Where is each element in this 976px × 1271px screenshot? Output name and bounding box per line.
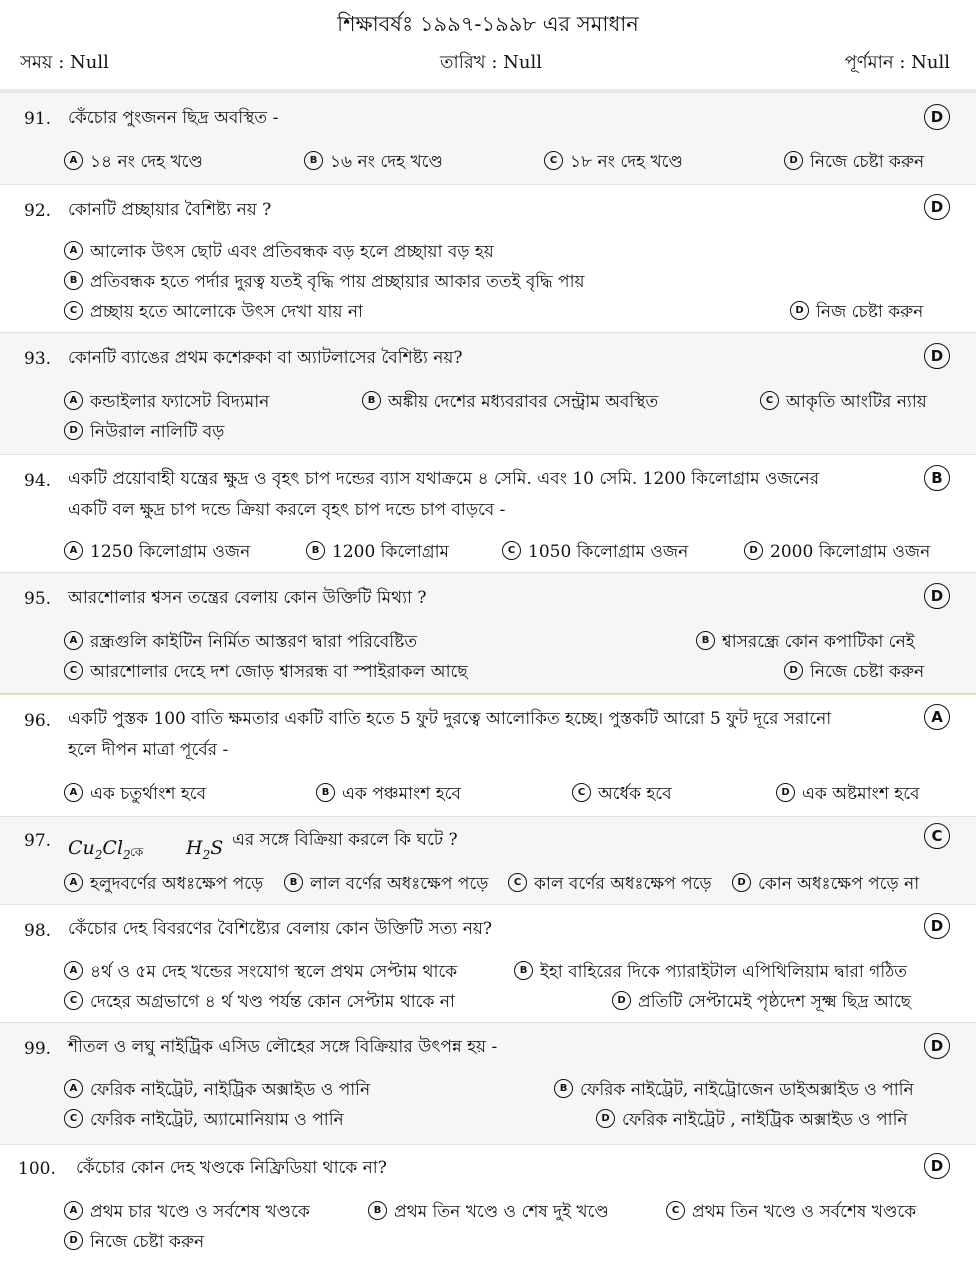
option-c-badge: C xyxy=(572,783,591,802)
option-c[interactable] xyxy=(508,871,712,899)
option-a[interactable] xyxy=(64,149,203,177)
question-91 xyxy=(0,93,976,185)
option-c-badge: C xyxy=(64,301,83,320)
answer-badge: D xyxy=(924,1153,950,1179)
option-a[interactable] xyxy=(64,1199,310,1227)
option-c[interactable] xyxy=(64,299,363,327)
option-a[interactable] xyxy=(64,959,457,987)
time-label: সময় : Null xyxy=(20,52,109,73)
option-text: 1050 কিলোগ্রাম ওজন xyxy=(528,542,689,562)
marks-label: পূর্ণমান : Null xyxy=(844,52,950,73)
option-b[interactable] xyxy=(554,1077,914,1105)
option-c[interactable] xyxy=(64,989,455,1017)
option-c-badge: C xyxy=(64,661,83,680)
option-text: প্রতিটি সেপ্টামেই পৃষ্ঠদেশ সূক্ষ্ম ছিদ্র আছে xyxy=(638,992,911,1012)
question-92 xyxy=(0,185,976,333)
question-number: 99. xyxy=(24,1039,52,1059)
question-98 xyxy=(0,905,976,1023)
option-d[interactable] xyxy=(744,539,930,567)
option-text: এক চতুর্থাংশ হবে xyxy=(90,784,207,804)
option-c-badge: C xyxy=(64,991,83,1010)
option-text: রন্ধ্রগুলি কাইটিন নির্মিত আস্তরণ দ্বারা পরিবেষ্টিত xyxy=(90,632,418,652)
question-number: 96. xyxy=(24,711,52,731)
option-c-badge: C xyxy=(760,391,779,410)
question-100 xyxy=(0,1145,976,1271)
question-number: 92. xyxy=(24,201,52,221)
question-text: কোনটি ব্যাঙের প্রথম কশেরুকা বা অ্যাটলাসের বৈশিষ্ট্য নয়? xyxy=(68,348,463,368)
answer-badge: D xyxy=(924,1033,950,1059)
option-text: নিজে চেষ্টা করুন xyxy=(810,152,925,172)
option-text: 1250 কিলোগ্রাম ওজন xyxy=(90,542,251,562)
answer-badge: C xyxy=(924,823,950,849)
option-d-badge: D xyxy=(744,541,763,560)
answer-badge: D xyxy=(924,343,950,369)
question-97 xyxy=(0,817,976,905)
option-b[interactable] xyxy=(514,959,907,987)
option-c[interactable] xyxy=(666,1199,916,1227)
option-d[interactable] xyxy=(732,871,919,899)
option-d-badge: D xyxy=(732,873,751,892)
option-text: এক পঞ্চমাংশ হবে xyxy=(342,784,461,804)
option-d-badge: D xyxy=(612,991,631,1010)
option-text: 1200 কিলোগ্রাম xyxy=(332,542,449,562)
option-b[interactable] xyxy=(368,1199,609,1227)
question-number: 97. xyxy=(24,831,52,851)
question-text-line-1: একটি প্রয়োবাহী যন্ত্রের ক্ষুদ্র ও বৃহৎ চাপ দন্ডের ব্যাস যথাক্রমে ৪ সেমি. এবং 10 সেমি. 1200 কিলোগ্রাম ওজনের xyxy=(68,469,820,489)
option-c[interactable] xyxy=(64,659,468,687)
option-text: প্রচ্ছায় হতে আলোকে উৎস দেখা যায় না xyxy=(90,302,363,322)
option-text: প্রথম তিন খণ্ডে ও সর্বশেষ খণ্ডকে xyxy=(692,1202,917,1222)
formula-cu2cl2: $Cu_2Cl_2$ xyxy=(68,837,131,862)
option-a[interactable] xyxy=(64,389,269,417)
option-d-badge: D xyxy=(790,301,809,320)
option-c-badge: C xyxy=(544,151,563,170)
question-number: 98. xyxy=(24,921,52,941)
option-b[interactable] xyxy=(306,539,449,567)
option-d[interactable] xyxy=(64,1229,204,1257)
option-text: ১৮ নং দেহ খণ্ডে xyxy=(570,152,683,172)
option-a[interactable] xyxy=(64,539,250,567)
option-text: ফেরিক নাইট্রেট, নাইট্রিক অক্সাইড ও পানি xyxy=(90,1080,371,1100)
option-text: কাল বর্ণের অধঃক্ষেপ পড়ে xyxy=(534,874,712,894)
question-text: কেঁচোর দেহ বিবরণের বৈশিষ্ট্যের বেলায় কোন উক্তিটি সত্য নয়? xyxy=(68,919,493,939)
option-text: নিজে চেষ্টা করুন xyxy=(810,662,925,682)
question-text: কোনটি প্রচ্ছায়ার বৈশিষ্ট্য নয় ? xyxy=(68,200,272,220)
option-text: কোন অধঃক্ষেপ পড়ে না xyxy=(758,874,920,894)
answer-badge: A xyxy=(924,704,950,730)
meta-row xyxy=(20,48,950,74)
option-text: ইহা বাহিরের দিকে প্যারাইটাল এপিথিলিয়াম দ্বারা গঠিত xyxy=(540,962,908,982)
option-b-badge: B xyxy=(316,783,335,802)
option-text: প্রথম তিন খণ্ডে ও শেষ দুই খণ্ডে xyxy=(394,1202,609,1222)
option-c-badge: C xyxy=(508,873,527,892)
option-b[interactable] xyxy=(362,389,658,417)
option-text: লাল বর্ণের অধঃক্ষেপ পড়ে xyxy=(310,874,489,894)
option-d-badge: D xyxy=(64,1231,83,1250)
question-number: 94. xyxy=(24,471,52,491)
option-text: দেহের অগ্রভাগে ৪ র্থ খণ্ড পর্যন্ত কোন সেপ্টাম থাকে না xyxy=(90,992,455,1012)
answer-badge: D xyxy=(924,194,950,220)
option-a-badge: A xyxy=(64,541,83,560)
option-d-badge: D xyxy=(784,151,803,170)
option-c[interactable] xyxy=(502,539,688,567)
option-text: কন্ডাইলার ফ্যাসেট বিদ্যমান xyxy=(90,392,270,412)
option-d-badge: D xyxy=(596,1109,615,1128)
question-text-line-2: হলে দীপন মাত্রা পূর্বের - xyxy=(68,740,229,760)
question-text: কেঁচোর কোন দেহ খণ্ডকে নিফ্রিডিয়া থাকে না? xyxy=(76,1158,387,1178)
option-b[interactable] xyxy=(304,149,443,177)
option-text: ফেরিক নাইট্রেট, অ্যামোনিয়াম ও পানি xyxy=(90,1110,344,1130)
answer-badge: D xyxy=(924,913,950,939)
question-text: কেঁচোর পুংজনন ছিদ্র অবস্থিত - xyxy=(68,108,279,128)
question-text-line-1: একটি পুস্তক 100 বাতি ক্ষমতার একটি বাতি হতে 5 ফুট দুরত্বে আলোকিত হচ্ছে। পুস্তকটি আরো 5 ফুট দূরে সরানো xyxy=(68,709,832,729)
option-text: অর্ধেক হবে xyxy=(598,784,672,804)
option-d-badge: D xyxy=(64,421,83,440)
formula-h2s: $H_2S$ xyxy=(186,837,224,862)
question-text: শীতল ও লঘু নাইট্রিক এসিড লৌহের সঙ্গে বিক্রিয়ার উৎপন্ন হয় - xyxy=(68,1037,498,1057)
question-text: এর সঙ্গে বিক্রিয়া করলে কি ঘটে ? xyxy=(232,830,458,850)
option-text: নিউরাল নালিটি বড় xyxy=(90,422,225,442)
option-d[interactable] xyxy=(612,989,911,1017)
option-a-badge: A xyxy=(64,873,83,892)
question-94 xyxy=(0,455,976,573)
option-b[interactable] xyxy=(284,871,488,899)
option-c[interactable] xyxy=(544,149,683,177)
question-text-ke: কে xyxy=(130,845,144,859)
option-a-badge: A xyxy=(64,391,83,410)
option-d[interactable] xyxy=(784,659,924,687)
option-b-badge: B xyxy=(362,391,381,410)
option-d[interactable] xyxy=(64,419,224,447)
option-d-badge: D xyxy=(784,661,803,680)
question-number: 91. xyxy=(24,109,52,129)
option-text: ফেরিক নাইট্রেট, নাইট্রোজেন ডাইঅক্সাইড ও পানি xyxy=(580,1080,914,1100)
option-a-badge: A xyxy=(64,241,83,260)
option-c-badge: C xyxy=(64,1109,83,1128)
option-text: হলুদবর্ণের অধঃক্ষেপ পড়ে xyxy=(90,874,264,894)
question-93 xyxy=(0,333,976,455)
option-text: 2000 কিলোগ্রাম ওজন xyxy=(770,542,931,562)
page-title: শিক্ষাবর্ষঃ ১৯৯৭-১৯৯৮ এর সমাধান xyxy=(337,12,639,36)
option-b-badge: B xyxy=(306,541,325,560)
option-text: আরশোলার দেহে দশ জোড় শ্বাসরন্ধ বা স্পাইরাকল আছে xyxy=(90,662,468,682)
date-label: তারিখ : Null xyxy=(440,52,542,73)
option-d[interactable] xyxy=(596,1107,908,1135)
question-number: 100. xyxy=(18,1159,56,1179)
option-b-badge: B xyxy=(554,1079,573,1098)
question-99 xyxy=(0,1023,976,1145)
option-text: আলোক উৎস ছোট এবং প্রতিবন্ধক বড় হলে প্রচ্ছায়া বড় হয় xyxy=(90,242,494,262)
option-a-badge: A xyxy=(64,961,83,980)
option-d[interactable] xyxy=(784,149,924,177)
option-b[interactable] xyxy=(696,629,915,657)
option-d[interactable] xyxy=(790,299,923,327)
option-b-badge: B xyxy=(64,271,83,290)
question-number: 95. xyxy=(24,589,52,609)
option-a[interactable] xyxy=(64,781,206,809)
option-a[interactable] xyxy=(64,629,417,657)
option-text: এক অষ্টমাংশ হবে xyxy=(802,784,920,804)
option-c[interactable] xyxy=(760,389,927,417)
option-text: ১৬ নং দেহ খণ্ডে xyxy=(330,152,443,172)
option-b-badge: B xyxy=(284,873,303,892)
option-a-badge: A xyxy=(64,631,83,650)
option-text: ৪র্থ ও ৫ম দেহ খন্ডের সংযোগ স্থলে প্রথম সেপ্টাম থাকে xyxy=(90,962,458,982)
option-text: ফেরিক নাইট্রেট , নাইট্রিক অক্সাইড ও পানি xyxy=(622,1110,908,1130)
option-text: নিজে চেষ্টা করুন xyxy=(90,1232,205,1252)
option-a-badge: A xyxy=(64,783,83,802)
question-text: আরশোলার শ্বসন তন্ত্রের বেলায় কোন উক্তিটি মিথ্যা ? xyxy=(68,588,427,608)
option-b-badge: B xyxy=(304,151,323,170)
option-d[interactable] xyxy=(776,781,920,809)
option-b-badge: B xyxy=(514,961,533,980)
option-a[interactable] xyxy=(64,239,494,267)
option-text: আকৃতি আংটির ন্যায় xyxy=(786,392,927,412)
question-95 xyxy=(0,573,976,695)
option-c-badge: C xyxy=(666,1201,685,1220)
option-text: প্রতিবন্ধক হতে পর্দার দুরত্ব যতই বৃদ্ধি পায় প্রচ্ছায়ার আকার ততই বৃদ্ধি পায় xyxy=(90,272,585,292)
option-b-badge: B xyxy=(368,1201,387,1220)
option-text: অঙ্কীয় দেশের মধ্যবরাবর সেন্ট্রাম অবস্থিত xyxy=(388,392,659,412)
option-a[interactable] xyxy=(64,1077,370,1105)
answer-badge: D xyxy=(924,583,950,609)
option-text: নিজ চেষ্টা করুন xyxy=(816,302,924,322)
option-b[interactable] xyxy=(64,269,585,297)
answer-badge: D xyxy=(924,104,950,130)
option-b-badge: B xyxy=(696,631,715,650)
question-96 xyxy=(0,695,976,817)
option-text: শ্বাসরন্ধ্রে কোন কপাটিকা নেই xyxy=(722,632,915,652)
option-c-badge: C xyxy=(502,541,521,560)
option-a-badge: A xyxy=(64,151,83,170)
option-d-badge: D xyxy=(776,783,795,802)
option-a[interactable] xyxy=(64,871,263,899)
question-number: 93. xyxy=(24,349,52,369)
answer-badge: B xyxy=(924,465,950,491)
option-text: ১৪ নং দেহ খণ্ডে xyxy=(90,152,203,172)
option-text: প্রথম চার খণ্ডে ও সর্বশেষ খণ্ডকে xyxy=(90,1202,310,1222)
option-a-badge: A xyxy=(64,1079,83,1098)
option-b[interactable] xyxy=(316,781,461,809)
option-c[interactable] xyxy=(64,1107,344,1135)
option-a-badge: A xyxy=(64,1201,83,1220)
question-text-line-2: একটি বল ক্ষুদ্র চাপ দন্ডে ক্রিয়া করলে বৃহৎ চাপ দন্ডে চাপ বাড়বে - xyxy=(68,500,506,520)
option-c[interactable] xyxy=(572,781,672,809)
